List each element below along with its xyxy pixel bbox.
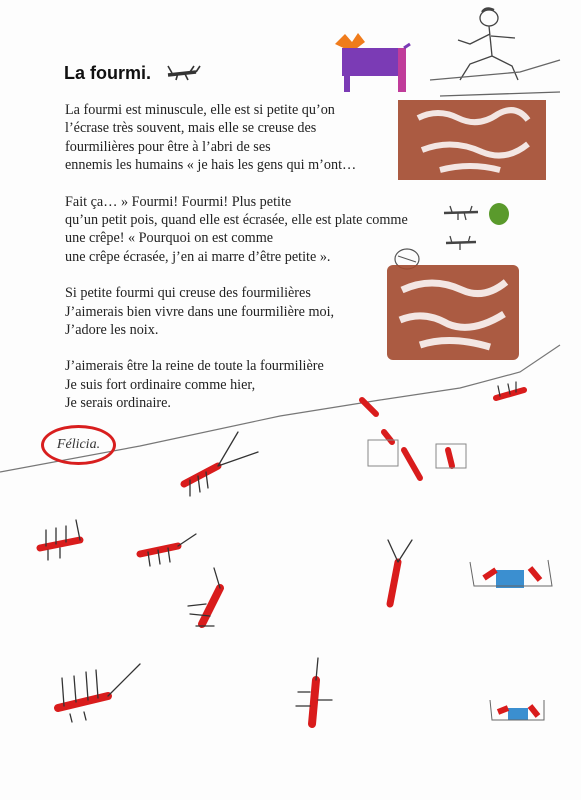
poem-line: La fourmi est minuscule, elle est si petite qu’on [65,102,335,118]
poem-line: Fait ça… » Fourmi! Fourmi! Plus petite [65,193,292,210]
table-drawing [335,33,410,92]
anthill-drawing [387,249,519,360]
poem-line: l’écrase très souvent, mais elle se creuse des [65,120,317,137]
poem-line: J’adore les noix. [65,322,159,339]
poem-line: Je suis fort ordinaire comme hier, [65,376,256,393]
ant-drawing [470,560,552,720]
poem-line: Si petite fourmi qui creuse des fourmilières [65,285,311,302]
poem-line: qu’un petit pois, quand elle est écrasée, elle est plate comme [65,212,408,229]
poem-line: une crêpe écrasée, j’en ai marre d’être petite ». [65,248,331,265]
poem-title: La fourmi. [64,63,152,83]
poem-line: Je serais ordinaire. [65,395,171,412]
poem-line: J’aimerais bien vivre dans une fourmilière moi, [65,303,335,320]
ant-drawing [168,66,200,80]
poem-line: fourmilières pour être à l’abri de ses [65,138,271,155]
stick-figure-drawing [430,8,560,96]
hazelnut-drawing [489,203,509,225]
signature-stamp: Félicia. [41,425,116,465]
poem-line: une crêpe! « Pourquoi on est comme [65,230,274,247]
anthill-drawing [398,100,546,180]
ant-drawing [444,206,478,250]
poem-line: J’aimerais être la reine de toute la fourmilière [65,358,324,375]
poem-line: ennemis les humains « je hais les gens qui m’ont… [65,157,357,174]
ant-drawing [40,382,524,724]
